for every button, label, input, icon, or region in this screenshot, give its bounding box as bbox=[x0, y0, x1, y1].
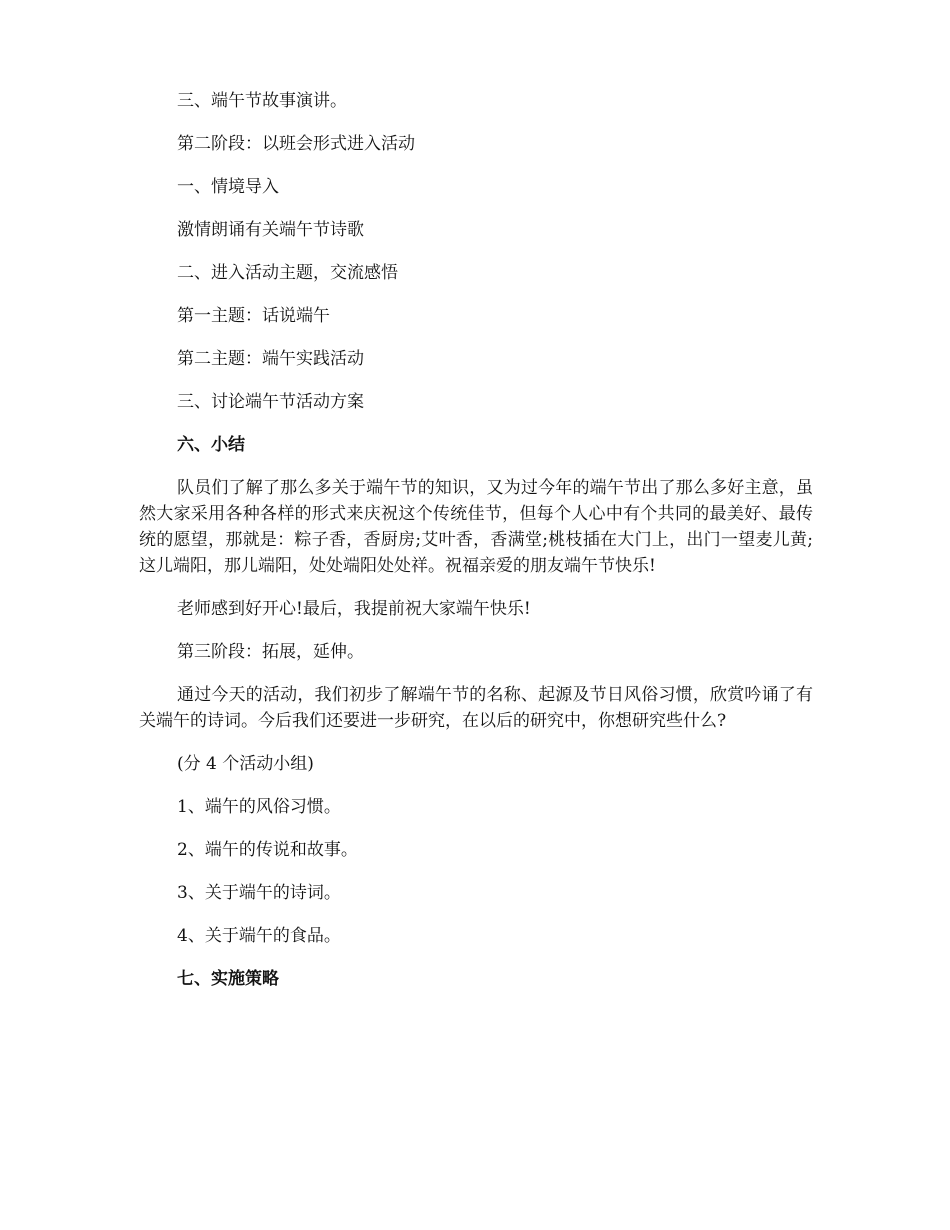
paragraph-14: (分 4 个活动小组) bbox=[177, 754, 314, 774]
list-item-3: 3、关于端午的诗词。 bbox=[177, 883, 341, 903]
paragraph-1: 三、端午节故事演讲。 bbox=[177, 91, 347, 111]
paragraph-2: 第二阶段：以班会形式进入活动 bbox=[177, 134, 415, 154]
list-item-1: 1、端午的风俗习惯。 bbox=[177, 797, 341, 817]
list-item-4: 4、关于端午的食品。 bbox=[177, 926, 341, 946]
paragraph-11: 老师感到好开心!最后，我提前祝大家端午快乐! bbox=[177, 599, 531, 619]
list-item-2: 2、端午的传说和故事。 bbox=[177, 840, 358, 860]
document-page bbox=[139, 88, 813, 992]
paragraph-extension: 通过今天的活动，我们初步了解端午节的名称、起源及节日风俗习惯，欣赏吟诵了有关端午的诗词。今后我们还要进一步研究，在以后的研究中，你想研究些什么? bbox=[139, 685, 813, 731]
section-heading-strategy: 七、实施策略 bbox=[177, 969, 279, 989]
paragraph-4: 激情朗诵有关端午节诗歌 bbox=[177, 220, 364, 240]
paragraph-8: 三、讨论端午节活动方案 bbox=[177, 392, 364, 412]
paragraph-7: 第二主题：端午实践活动 bbox=[177, 349, 364, 369]
paragraph-5: 二、进入活动主题，交流感悟 bbox=[177, 263, 398, 283]
paragraph-summary: 队员们了解了那么多关于端午节的知识，又为过今年的端午节出了那么多好主意，虽然大家采用各种各样的形式来庆祝这个传统佳节，但每个人心中有个共同的最美好、最传统的愿望，那就是：粽子香，香厨房;艾叶香，香满堂;桃枝插在大门上，出门一望麦儿黄;这儿端阳，那儿端阳，处处端阳处处祥。祝福亲爱的朋友端午节快乐! bbox=[139, 478, 813, 576]
section-heading-summary: 六、小结 bbox=[177, 435, 245, 455]
paragraph-6: 第一主题：话说端午 bbox=[177, 306, 330, 326]
paragraph-3: 一、情境导入 bbox=[177, 177, 279, 197]
paragraph-12: 第三阶段：拓展，延伸。 bbox=[177, 642, 364, 662]
